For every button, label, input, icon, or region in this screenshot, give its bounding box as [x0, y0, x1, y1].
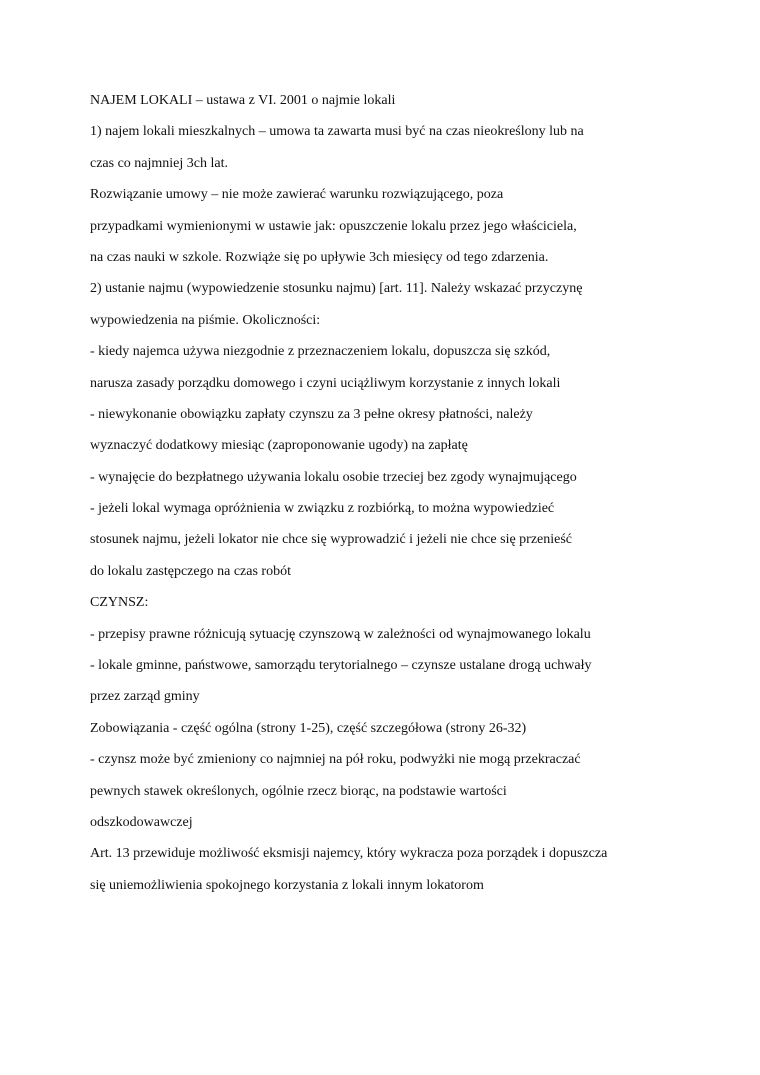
document-line: wypowiedzenia na piśmie. Okoliczności: [90, 312, 321, 328]
document-line: - lokale gminne, państwowe, samorządu terytorialnego – czynsze ustalane drogą uchwały [90, 658, 592, 674]
document-line: na czas nauki w szkole. Rozwiąże się po upływie 3ch miesięcy od tego zdarzenia. [90, 249, 549, 265]
document-line: odszkodowawczej [90, 814, 193, 830]
document-line: 1) najem lokali mieszkalnych – umowa ta zawarta musi być na czas nieokreślony lub na [90, 124, 584, 140]
document-line: narusza zasady porządku domowego i czyni uciążliwym korzystanie z innych lokali [90, 375, 561, 391]
document-line: - przepisy prawne różnicują sytuację czynszową w zależności od wynajmowanego lokalu [90, 626, 591, 642]
document-line: Rozwiązanie umowy – nie może zawierać warunku rozwiązującego, poza [90, 187, 504, 203]
document-line: pewnych stawek określonych, ogólnie rzecz biorąc, na podstawie wartości [90, 783, 507, 799]
document-line: - kiedy najemca używa niezgodnie z przeznaczeniem lokalu, dopuszcza się szkód, [90, 344, 551, 360]
document-line: wyznaczyć dodatkowy miesiąc (zaproponowanie ugody) na zapłatę [90, 438, 468, 454]
document-line: - jeżeli lokal wymaga opróżnienia w związku z rozbiórką, to można wypowiedzieć [90, 501, 555, 517]
document-line: - niewykonanie obowiązku zapłaty czynszu za 3 pełne okresy płatności, należy [90, 406, 533, 422]
document-line: stosunek najmu, jeżeli lokator nie chce się wyprowadzić i jeżeli nie chce się przenieść [90, 532, 573, 548]
document-line: przypadkami wymienionymi w ustawie jak: opuszczenie lokalu przez jego właściciela, [90, 218, 577, 234]
document-line: - wynajęcie do bezpłatnego używania lokalu osobie trzeciej bez zgody wynajmującego [90, 469, 577, 485]
document-body [90, 90, 730, 906]
document-line: - czynsz może być zmieniony co najmniej na pół roku, podwyżki nie mogą przekraczać [90, 752, 581, 768]
document-line: przez zarząd gminy [90, 689, 200, 705]
document-line: czas co najmniej 3ch lat. [90, 155, 228, 171]
document-line: Art. 13 przewiduje możliwość eksmisji najemcy, który wykracza poza porządek i dopuszcza [90, 846, 608, 862]
document-line: Zobowiązania - część ogólna (strony 1-25), część szczegółowa (strony 26-32) [90, 720, 527, 736]
document-line: 2) ustanie najmu (wypowiedzenie stosunku najmu) [art. 11]. Należy wskazać przyczynę [90, 281, 583, 297]
document-line: do lokalu zastępczego na czas robót [90, 563, 291, 579]
document-line: NAJEM LOKALI – ustawa z VI. 2001 o najmie lokali [90, 93, 396, 108]
document-line: się uniemożliwienia spokojnego korzystania z lokali innym lokatorom [90, 877, 484, 893]
document-line: CZYNSZ: [90, 595, 149, 611]
